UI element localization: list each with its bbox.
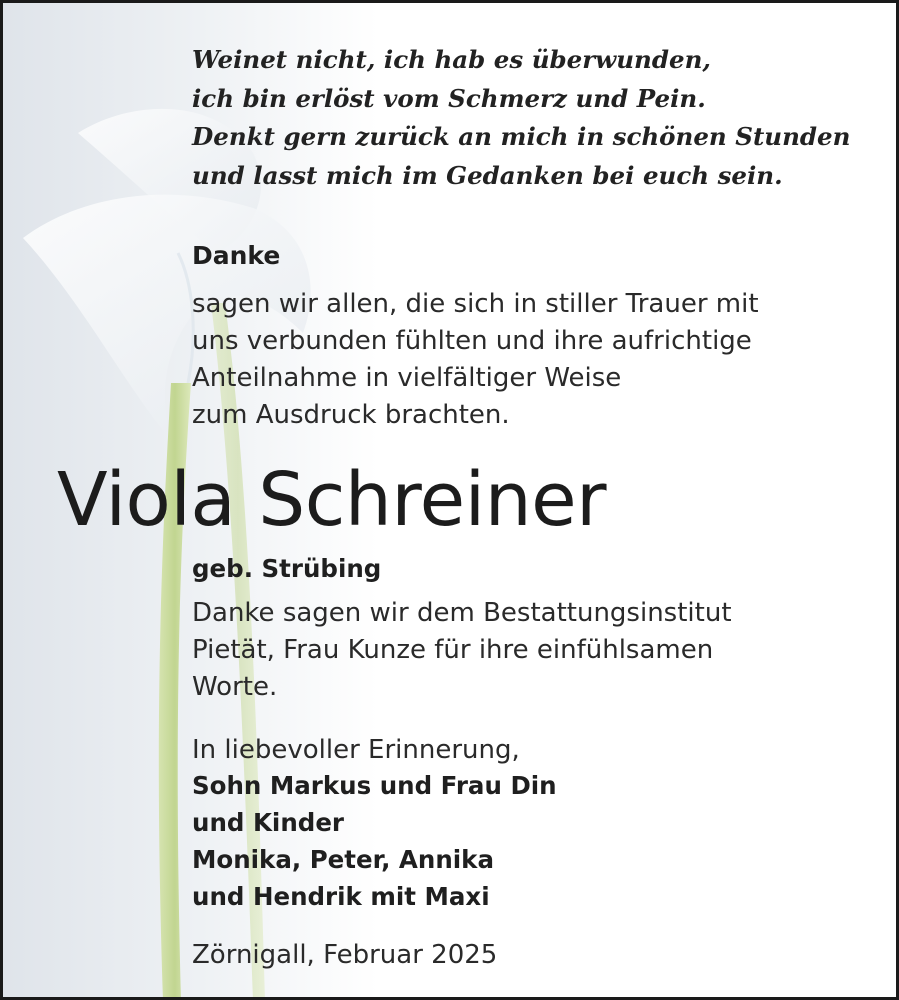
thanks-line: sagen wir allen, die sich in stiller Trauer mit [192, 289, 759, 319]
place-date: Zörnigall, Februar 2025 [192, 940, 498, 970]
signer-line: und Hendrik mit Maxi [192, 882, 490, 911]
poem [192, 41, 882, 195]
funeral-thanks-line: Pietät, Frau Kunze für ihre einfühlsamen [192, 635, 714, 665]
funeral-home-thanks [192, 595, 732, 706]
thanks-line: zum Ausdruck brachten. [192, 400, 510, 430]
signer-line: Sohn Markus und Frau Din [192, 771, 557, 800]
poem-line: und lasst mich im Gedanken bei euch sein. [192, 160, 783, 190]
deceased-name: Viola Schreiner [57, 457, 607, 543]
signer-line: Monika, Peter, Annika [192, 845, 495, 874]
thanks-line: uns verbunden fühlten und ihre aufrichtige [192, 326, 752, 356]
funeral-thanks-line: Danke sagen wir dem Bestattungsinstitut [192, 598, 732, 628]
poem-line: ich bin erlöst vom Schmerz und Pein. [192, 83, 706, 113]
poem-line: Weinet nicht, ich hab es überwunden, [192, 45, 711, 74]
signer-line: und Kinder [192, 808, 345, 837]
thanks-heading: Danke [192, 241, 281, 270]
poem-line: Denkt gern zurück an mich in schönen Stunden [192, 122, 851, 151]
thanks-line: Anteilnahme in vielfältiger Weise [192, 363, 622, 393]
signers [192, 767, 557, 915]
memory-line: In liebevoller Erinnerung, [192, 735, 520, 765]
maiden-name: geb. Strübing [192, 554, 382, 583]
funeral-thanks-line: Worte. [192, 672, 278, 702]
thanks-text [192, 286, 759, 434]
